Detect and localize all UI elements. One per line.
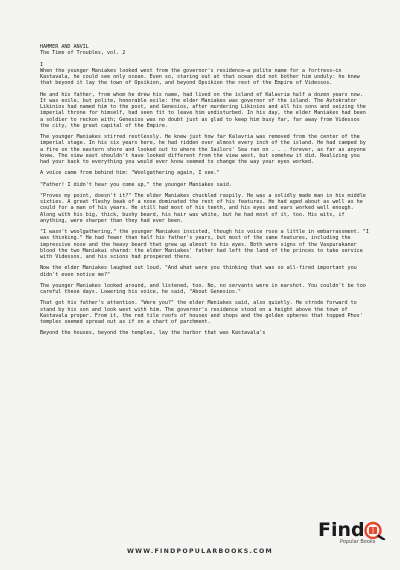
site-url[interactable]: WWW.FINDPOPULARBOOKS.COM: [126, 548, 273, 555]
series-title: The Time of Troubles, vol. 2: [40, 50, 126, 57]
paragraph: Beyond the houses, beyond the temples, lay the harbor that was Kastavala's: [40, 330, 266, 337]
logo-subtitle: Popular Books: [340, 539, 376, 545]
book-icon: [364, 521, 386, 540]
site-logo[interactable]: [318, 520, 388, 546]
body-text: [40, 68, 370, 337]
paragraph: "Proves my point, doesn't it?" The elder Maniakes chuckled raspily. He was a solidly made man in his middle sixties. A great fleshy beak of a nose dominated the rest of his features. He had aged about as well as he could for a man of his years. He still had most of his teeth, and his eyes and ears worked well enough. Along with his big, thick, bushy beard, his hair was white, but he had most of it, too. His wits, if anything, were sharper than they had ever been.: [40, 192, 366, 224]
paragraph: He and his father, from whom he drew his name, had lived on the island of Kalavria half a dozen years now. It was exile, but polite, honorable exile: the elder Maniakes was governor of the island. The Avtokrator Likinios had named him to the post, and Genesios, after murdering Likinios and all his sons and seizing the imperial throne for himself, had seen fit to leave him undisturbed. In his day, the elder Maniakes had been a soldier to reckon with; Genesios was no doubt just as glad to keep him busy far, far away from Videssos the city, the great capital of the Empire.: [40, 91, 366, 129]
logo-word: Find: [318, 519, 365, 541]
paragraph: The younger Maniakes stirred restlessly. He knew just how far Kalavria was removed from the center of the imperial stage. In his six years here, he had ridden over almost every inch of the island. He had camped by a fire on the eastern shore and looked out to where the Sailors' Sea ran on . . . forever, as far as anyone knew. The view east shouldn't have looked different from the view west, but somehow it did. Realizing you had your back to everything you would ever know seemed to change the way your eyes worked.: [40, 134, 366, 165]
paragraph: When the younger Maniakes looked west from the governor's residence—a polite name for a fortress—in Kastavala, he could see only ocean. Even so, staring out at that ocean did not bother him unduly: he knew that beyond it lay the town of Opsikion, and beyond Opsikion the rest of the Empire of Videssos.: [40, 67, 360, 87]
paragraph: That got his father's attention. "Were you?" the elder Maniakes said, also quietly. He strode forward to stand by his son and look west with him. The governor's residence stood on a height above the town of Kastavala proper. From it, the red tile roofs of houses and shops and the golden spheres that topped Phos' temples seemed spread out as if on a chart of parchment.: [40, 300, 363, 325]
paragraph: A voice came from behind him: "Woolgathering again, I see.": [40, 170, 220, 177]
paragraph: "Father! I didn't hear you come up," the younger Maniakes said.: [40, 181, 232, 188]
section-mark: I: [40, 61, 44, 68]
paragraph: The younger Maniakes looked around, and listened, too. No, no servants were in earshot. You couldn't be too careful these days. Lowering his voice, he said, "About Genesios.": [40, 282, 366, 295]
document-page: [40, 44, 370, 342]
paragraph: "I wasn't woolgathering," the younger Maniakes insisted, though his voice rose a little in embarrassment. "I was thinking." He had fewer than half his father's years, but most of the same features, including the impressive nose and the heavy beard that grew up almost to his eyes. Both were signs of the Vaspurakaner blood the two Maniakai shared: the elder Maniakes' father had left the land of the princes to take service with Videssos, and his scions had prospered there.: [40, 229, 369, 260]
book-title: HAMMER AND ANVIL: [40, 44, 89, 50]
paragraph: Now the elder Maniakes laughed out loud. "And what were you thinking that was so all-fired important you didn't even notice me?": [40, 265, 357, 278]
